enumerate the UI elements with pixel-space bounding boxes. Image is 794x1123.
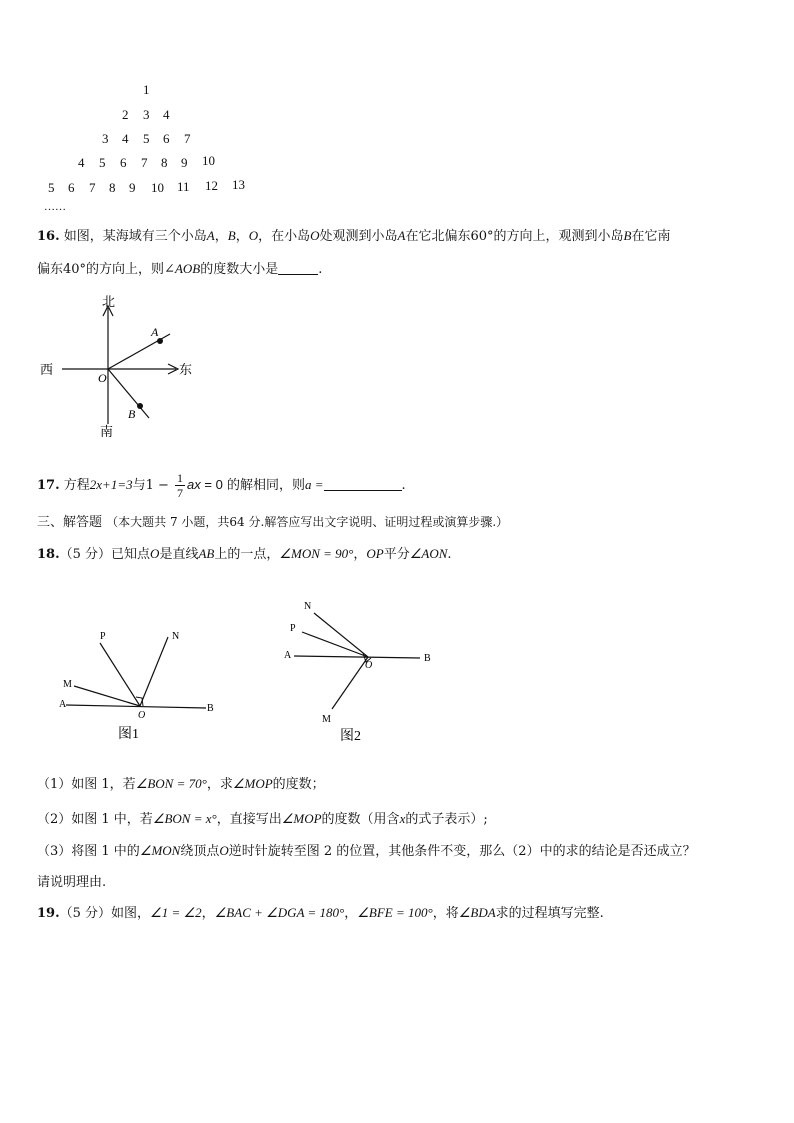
tri-4-1: 4 xyxy=(78,155,85,170)
q17-eq2-tail: = 0 xyxy=(200,477,223,492)
q16-end: . xyxy=(318,262,323,277)
q18-sub2-bon: ∠BON = x° xyxy=(152,811,217,826)
q19-text1: 如图， xyxy=(111,906,151,921)
q18-text1: 已知点 xyxy=(111,547,151,562)
q19-eq1: ∠1 = ∠2 xyxy=(150,905,202,920)
q18-O: O xyxy=(150,546,160,561)
label-B: B xyxy=(128,407,136,421)
q17-ax: ax xyxy=(187,477,201,492)
q16-B: B xyxy=(227,228,236,243)
q18-sub2-x: x xyxy=(399,811,406,826)
q16-A2: A xyxy=(397,228,406,243)
q18-score: （5 分） xyxy=(59,547,112,562)
q18-sub2 xyxy=(37,809,488,830)
q19-eq3: ∠BFE = 100° xyxy=(357,905,433,920)
q18-sub1-c: 的度数； xyxy=(272,777,325,792)
fig1-label-B: B xyxy=(207,703,214,714)
tri-4-6: 9 xyxy=(181,155,188,170)
q16-text-c: 在它北偏东60°的方向上，观测到小岛 xyxy=(405,229,624,244)
q17-end: . xyxy=(401,478,406,493)
q18-sub3-c: 逆时针旋转至图 2 的位置，其他条件不变，那么（2）中的求的结论是否还成立？ xyxy=(228,844,696,859)
q18-line1 xyxy=(37,544,452,565)
tri-4-7: 10 xyxy=(202,153,215,168)
q18-sub1-bon: ∠BON = 70° xyxy=(135,776,207,791)
q18-sub1 xyxy=(37,774,325,795)
label-north: 北 xyxy=(102,294,116,309)
q18-sub3 xyxy=(37,841,696,862)
tri-3-1: 3 xyxy=(102,131,109,146)
q17-with: 与1 − xyxy=(132,478,169,493)
q16-line2b: 的度数大小是 xyxy=(200,262,279,277)
tri-4-3: 6 xyxy=(120,155,127,170)
q19-line xyxy=(37,903,604,924)
q16-line1: 16. 如图，某海域有三个小岛A，B，O，在小岛O处观测到小岛A在它北偏东60°的方向上，观测到小岛B在它南 xyxy=(37,228,671,244)
tri-2-1: 2 xyxy=(122,107,129,122)
q19-eq2: ∠BAC + ∠DGA = 180° xyxy=(214,905,345,920)
q18-sub3-b: 绕顶点 xyxy=(180,844,220,859)
section3-title: 三、解答题 xyxy=(37,515,103,530)
tri-5-7: 11 xyxy=(177,179,190,194)
q18-aon: ∠AON xyxy=(409,546,448,561)
q19-text5: 求的过程填写完整. xyxy=(495,906,604,921)
q17-line xyxy=(37,470,406,501)
q18-sub3-d: 请说明理由. xyxy=(37,875,107,890)
fig2-line-AB xyxy=(294,656,420,658)
q19-text2: ， xyxy=(201,906,215,921)
q19-number: 19. xyxy=(37,906,60,921)
q18-sub1-mop: ∠MOP xyxy=(232,776,273,791)
q18-sub3-mon: ∠MON xyxy=(139,843,181,858)
fig2-label-B: B xyxy=(424,653,431,664)
point-B xyxy=(137,403,143,409)
tri-1-1: 1 xyxy=(143,82,150,97)
label-south: 南 xyxy=(100,424,114,439)
q17-fraction xyxy=(175,471,185,500)
tri-4-4: 7 xyxy=(141,155,148,170)
q18-sub1-b: ，求 xyxy=(206,777,233,792)
tri-5-4: 8 xyxy=(109,180,116,195)
tri-3-5: 7 xyxy=(184,131,191,146)
q16-text-d: 在它南 xyxy=(631,229,671,244)
q18-figure1 xyxy=(56,626,228,746)
q16-angle: AOB xyxy=(174,261,201,276)
section3-heading xyxy=(37,512,508,533)
tri-5-6: 10 xyxy=(151,180,164,195)
label-A: A xyxy=(151,325,159,339)
tri-5-2: 6 xyxy=(68,180,75,195)
q17-answer-blank[interactable] xyxy=(324,476,402,491)
q18-sub2-a: （2）如图 1 中，若 xyxy=(37,812,153,827)
q19-score: （5 分） xyxy=(59,906,112,921)
q18-number: 18. xyxy=(37,547,60,562)
fig2-label-P: P xyxy=(290,623,296,634)
tri-5-5: 9 xyxy=(129,180,136,195)
q18-mon: ∠MON = 90° xyxy=(279,546,354,561)
tri-3-3: 5 xyxy=(143,131,150,146)
q16-text1: 如图，某海域有三个小岛 xyxy=(63,229,207,244)
fig2-label-M: M xyxy=(322,714,331,725)
fig1-line-AB xyxy=(66,705,206,708)
q18-sub1-a: （1）如图 1，若 xyxy=(37,777,136,792)
q16-number: 16. xyxy=(37,229,60,244)
q18-sub2-c: 的度数（用含 xyxy=(321,812,400,827)
q18-text5: 平分 xyxy=(383,547,410,562)
fig2-ray-ON xyxy=(314,613,368,657)
q18-sub2-b: ，直接写出 xyxy=(216,812,282,827)
q17-frac-num: 1 xyxy=(177,471,184,485)
q17-eq1: 2x+1=3 xyxy=(89,477,133,492)
tri-3-4: 6 xyxy=(163,131,170,146)
q16-line2a: 偏东40°的方向上，则∠ xyxy=(37,262,175,277)
tri-5-3: 7 xyxy=(89,180,96,195)
q18-text3: 上的一点， xyxy=(214,547,280,562)
label-O: O xyxy=(98,371,107,385)
q18-end: . xyxy=(447,547,452,562)
q16-text-b: 处观测到小岛 xyxy=(319,229,398,244)
fig2-label-O: O xyxy=(365,660,373,671)
q16-B2: B xyxy=(623,228,632,243)
tri-5-8: 12 xyxy=(205,178,218,193)
fig2-label-N: N xyxy=(304,601,312,612)
tri-2-3: 4 xyxy=(163,107,170,122)
q17-number: 17. xyxy=(37,478,60,493)
fig2-caption: 图2 xyxy=(340,729,361,744)
q18-sub2-d: 的式子表示）; xyxy=(405,812,488,827)
q18-figure2 xyxy=(278,596,438,746)
q18-AB: AB xyxy=(198,546,215,561)
q17-prefix: 方程 xyxy=(63,478,90,493)
q18-sub3-O: O xyxy=(219,843,229,858)
q18-sub3-a: （3）将图 1 中的 xyxy=(37,844,140,859)
fig1-ray-OM xyxy=(74,686,140,706)
label-east: 东 xyxy=(179,362,193,377)
fig1-ray-OP xyxy=(100,643,140,706)
fig1-label-M: M xyxy=(63,679,72,690)
q16-answer-blank[interactable] xyxy=(278,260,318,275)
fig1-caption: 图1 xyxy=(118,727,139,742)
label-west: 西 xyxy=(40,362,54,377)
q19-text3: ， xyxy=(344,906,358,921)
fig1-label-P: P xyxy=(100,631,106,642)
q18-text2: 是直线 xyxy=(159,547,199,562)
q16-line2 xyxy=(37,259,322,280)
q18-sub2-mop: ∠MOP xyxy=(281,811,322,826)
q17-frac-den: 7 xyxy=(177,486,184,500)
q16-A: A xyxy=(206,228,215,243)
q19-text4: ，将 xyxy=(432,906,459,921)
q16-compass-figure xyxy=(36,294,206,440)
fig1-ray-ON xyxy=(140,637,168,706)
tri-5-9: 13 xyxy=(232,177,245,192)
tri-3-2: 4 xyxy=(122,131,129,146)
tri-4-5: 8 xyxy=(161,155,168,170)
q18-op: OP xyxy=(366,546,384,561)
q19-eq4: ∠BDA xyxy=(458,905,496,920)
q18-text4: ， xyxy=(353,547,367,562)
fig1-label-A: A xyxy=(59,699,67,710)
fig2-label-A: A xyxy=(284,650,292,661)
q17-a-eq: a = xyxy=(304,477,324,492)
tri-4-2: 5 xyxy=(99,155,106,170)
section3-note: （本大题共 7 小题，共64 分.解答应写出文字说明、证明过程或演算步骤.） xyxy=(106,515,509,529)
q16-O2: O xyxy=(310,228,320,243)
q16-text-a: ，在小岛 xyxy=(258,229,311,244)
tri-2-2: 3 xyxy=(143,107,150,122)
fig2-ray-OP xyxy=(302,632,368,657)
q17-mid: 的解相同，则 xyxy=(226,478,305,493)
tri-5-1: 5 xyxy=(48,180,55,195)
fig1-label-N: N xyxy=(172,631,180,642)
q16-O: O xyxy=(248,228,259,243)
tri-ellipsis: …… xyxy=(44,201,66,213)
fig1-label-O: O xyxy=(138,710,146,721)
q18-sub3-line2 xyxy=(37,873,106,893)
fig2-ray-OM xyxy=(332,657,368,709)
